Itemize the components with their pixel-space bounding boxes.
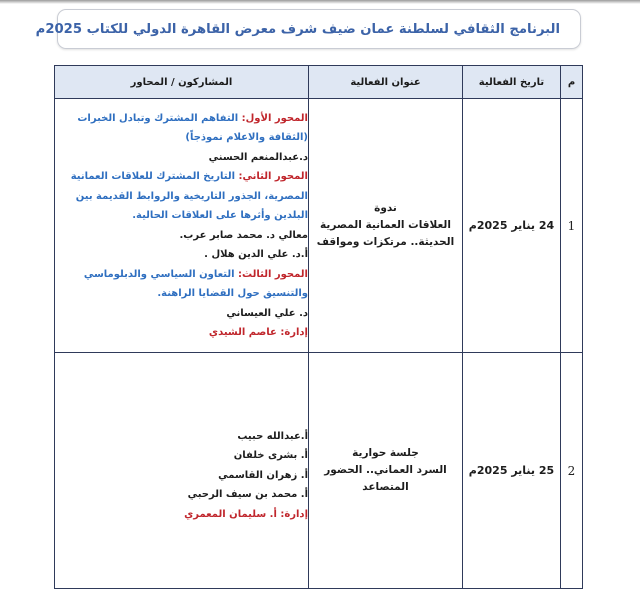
speaker-name: د.عبدالمنعم الحسني (208, 151, 308, 163)
participants-cell (55, 353, 309, 589)
moderator-name: إدارة: أ. سليمان المعمري (184, 508, 308, 520)
table-row (55, 353, 583, 589)
events-table (54, 65, 583, 589)
speaker-name: أ. زهران القاسمي (218, 469, 308, 481)
event-title: جلسة حوارية السرد العماني.. الحضور المتصاعد (309, 353, 463, 589)
row-number: 1 (561, 99, 583, 353)
header-num: م (561, 66, 583, 99)
header-date: تاريخ الفعالية (463, 66, 561, 99)
speaker-name: أ.عبدالله حبيب (237, 430, 308, 442)
moderator-name: إدارة: عاصم الشيدي (208, 327, 308, 338)
axis-line: والتنسيق حول القضايا الراهنة. (157, 288, 308, 299)
speaker-name: أ. محمد بن سيف الرحبي (187, 489, 308, 501)
speaker-name: أ.د. علي الدين هلال . (204, 249, 308, 260)
event-date: 25 يناير 2025م (463, 353, 561, 589)
axis-line: المحور الثالث: التعاون السياسي والدبلوماسي (83, 268, 308, 280)
header-event: عنوان الفعالية (309, 66, 463, 99)
table-row (55, 99, 583, 353)
axis-line: المحور الثاني: التاريخ المشترك للعلاقات العمانية (70, 171, 308, 182)
top-shadow (0, 0, 640, 4)
participants-cell (55, 99, 309, 353)
speaker-name: أ. بشرى خلفان (233, 450, 308, 462)
speaker-name: د. علي العيساني (226, 307, 308, 319)
axis-line: المحور الأول: التفاهم المشترك وتبادل الخبرات (77, 112, 308, 124)
event-title: ندوة العلاقات العمانية المصرية الحديثة.. مرتكزات ومواقف (309, 99, 463, 353)
event-date: 24 يناير 2025م (463, 99, 561, 353)
speaker-name: معالي د. محمد صابر عرب. (179, 229, 308, 241)
page-title: البرنامج الثقافي لسلطنة عمان ضيف شرف معرض القاهرة الدولي للكتاب 2025م (35, 21, 560, 37)
row-number: 2 (561, 353, 583, 589)
axis-line: البلدين وأثرها على العلاقات الحالية. (132, 210, 308, 221)
header-participants: المشاركون / المحاور (55, 66, 309, 99)
axis-line: المصرية، الجذور التاريخية والروابط القديمة بين (75, 190, 308, 202)
axis-line: (الثقافة والاعلام نموذجاً) (185, 132, 308, 143)
title-banner (35, 9, 581, 49)
table-header-row (55, 66, 583, 99)
